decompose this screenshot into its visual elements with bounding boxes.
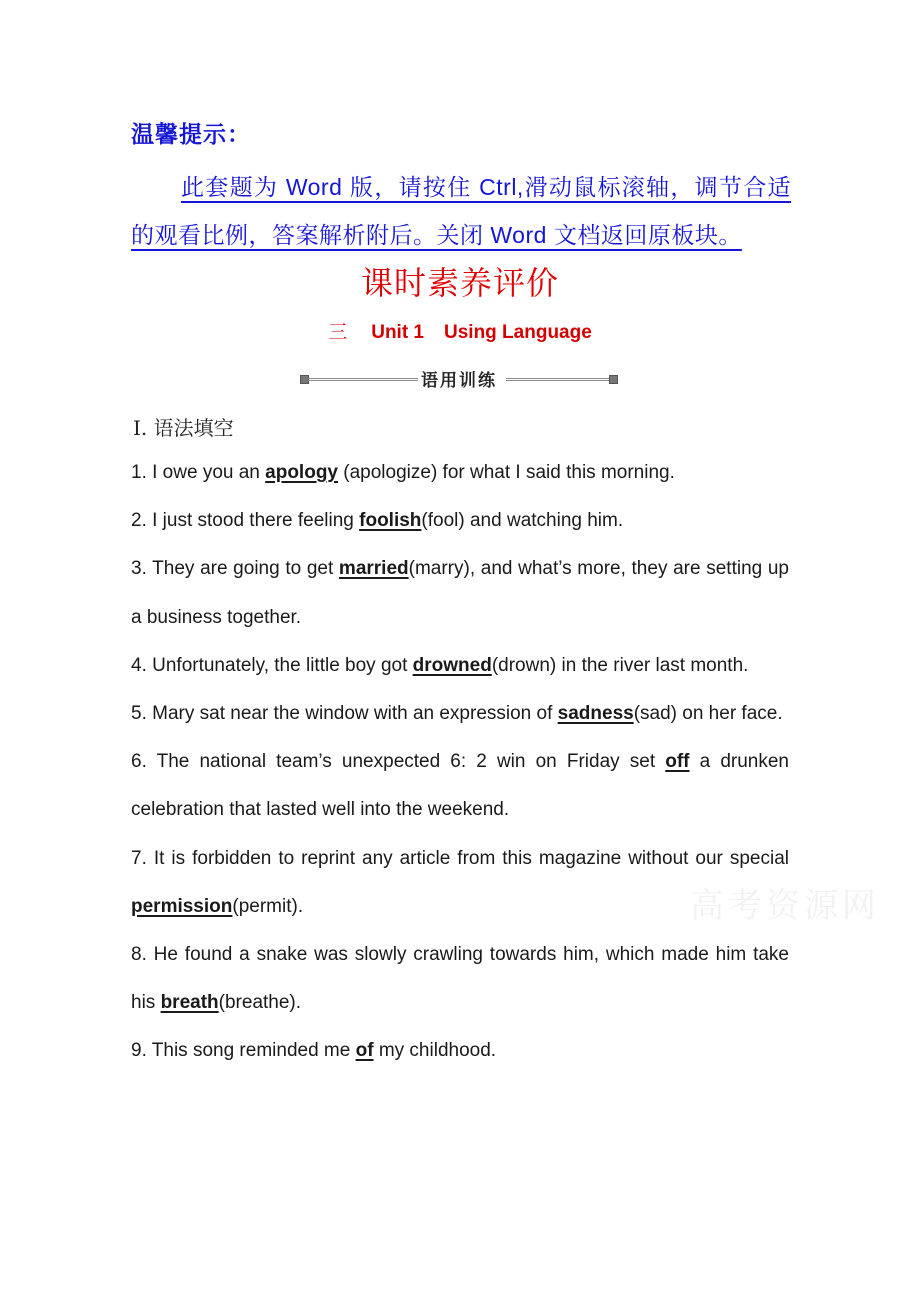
question-text: (breathe). [218,992,302,1014]
question-item [131,931,789,1027]
question-text: 4. Unfortunately, the little boy got [131,654,413,676]
answer: breath [160,992,219,1014]
answer: foolish [359,510,422,532]
question-text: my childhood. [373,1040,497,1062]
question-item [131,690,789,738]
question-text: 6. The national team’s unexpected 6: 2 win on Friday set [131,751,666,773]
question-text: (drown) in the river last month. [491,654,749,676]
question-item [131,497,789,545]
banner-right-line [506,378,610,381]
question-text: (apologize) for what I said this morning. [338,462,675,483]
lesson-subtitle [0,317,920,344]
question-item [131,738,789,834]
section-banner-label: 语用训练 [421,371,497,390]
answer: permission [131,895,233,917]
question-text: 9. This song reminded me [131,1040,356,1062]
question-text: a drunken celebration that lasted well into the weekend. [131,751,789,821]
question-text: (marry), and what’s more, they are setting up a business together. [131,558,789,628]
answer: off [665,751,690,773]
question-text: (fool) and watching him. [421,510,624,532]
answer: drowned [412,654,492,676]
page-title: 课时素养评价 [360,264,559,302]
question-text: 5. Mary sat near the window with an expression of [131,703,558,725]
question-item [131,449,789,497]
question-item [131,642,789,690]
topic-label: Using Language [444,322,592,343]
section-banner [300,366,618,392]
question-text: 3. They are going to get [131,558,339,580]
tip-body: 此套题为 Word 版，请按住 Ctrl,滑动鼠标滚轴，调节合适的观看比例，答案解析附后。关闭 Word 文档返回原板块。 [131,174,791,248]
question-item [131,1027,789,1075]
question-text: (permit). [232,895,304,917]
question-text: 1. I owe you an [131,462,266,483]
question-text: 2. I just stood there feeling [131,510,360,532]
answer: sadness [557,703,634,725]
question-text: 8. He found a snake was slowly crawling towards him, which made him take his [131,944,789,1014]
question-text: (sad) on her face. [633,703,783,725]
answer: of [355,1040,374,1062]
question-item [131,545,789,641]
unit-label: Unit 1 [371,322,424,343]
banner-right-dot-icon [609,375,618,384]
part-heading: Ⅰ. 语法填空 [133,416,234,440]
watermark: 高考资源网 [690,886,880,926]
question-list [131,449,789,1076]
tip-title: 温馨提示： [131,121,251,147]
answer: apology [265,462,338,483]
question-text: 7. It is forbidden to reprint any article from this magazine without our special [131,847,789,869]
answer: married [338,558,409,580]
lesson-number: 三 [328,322,348,343]
